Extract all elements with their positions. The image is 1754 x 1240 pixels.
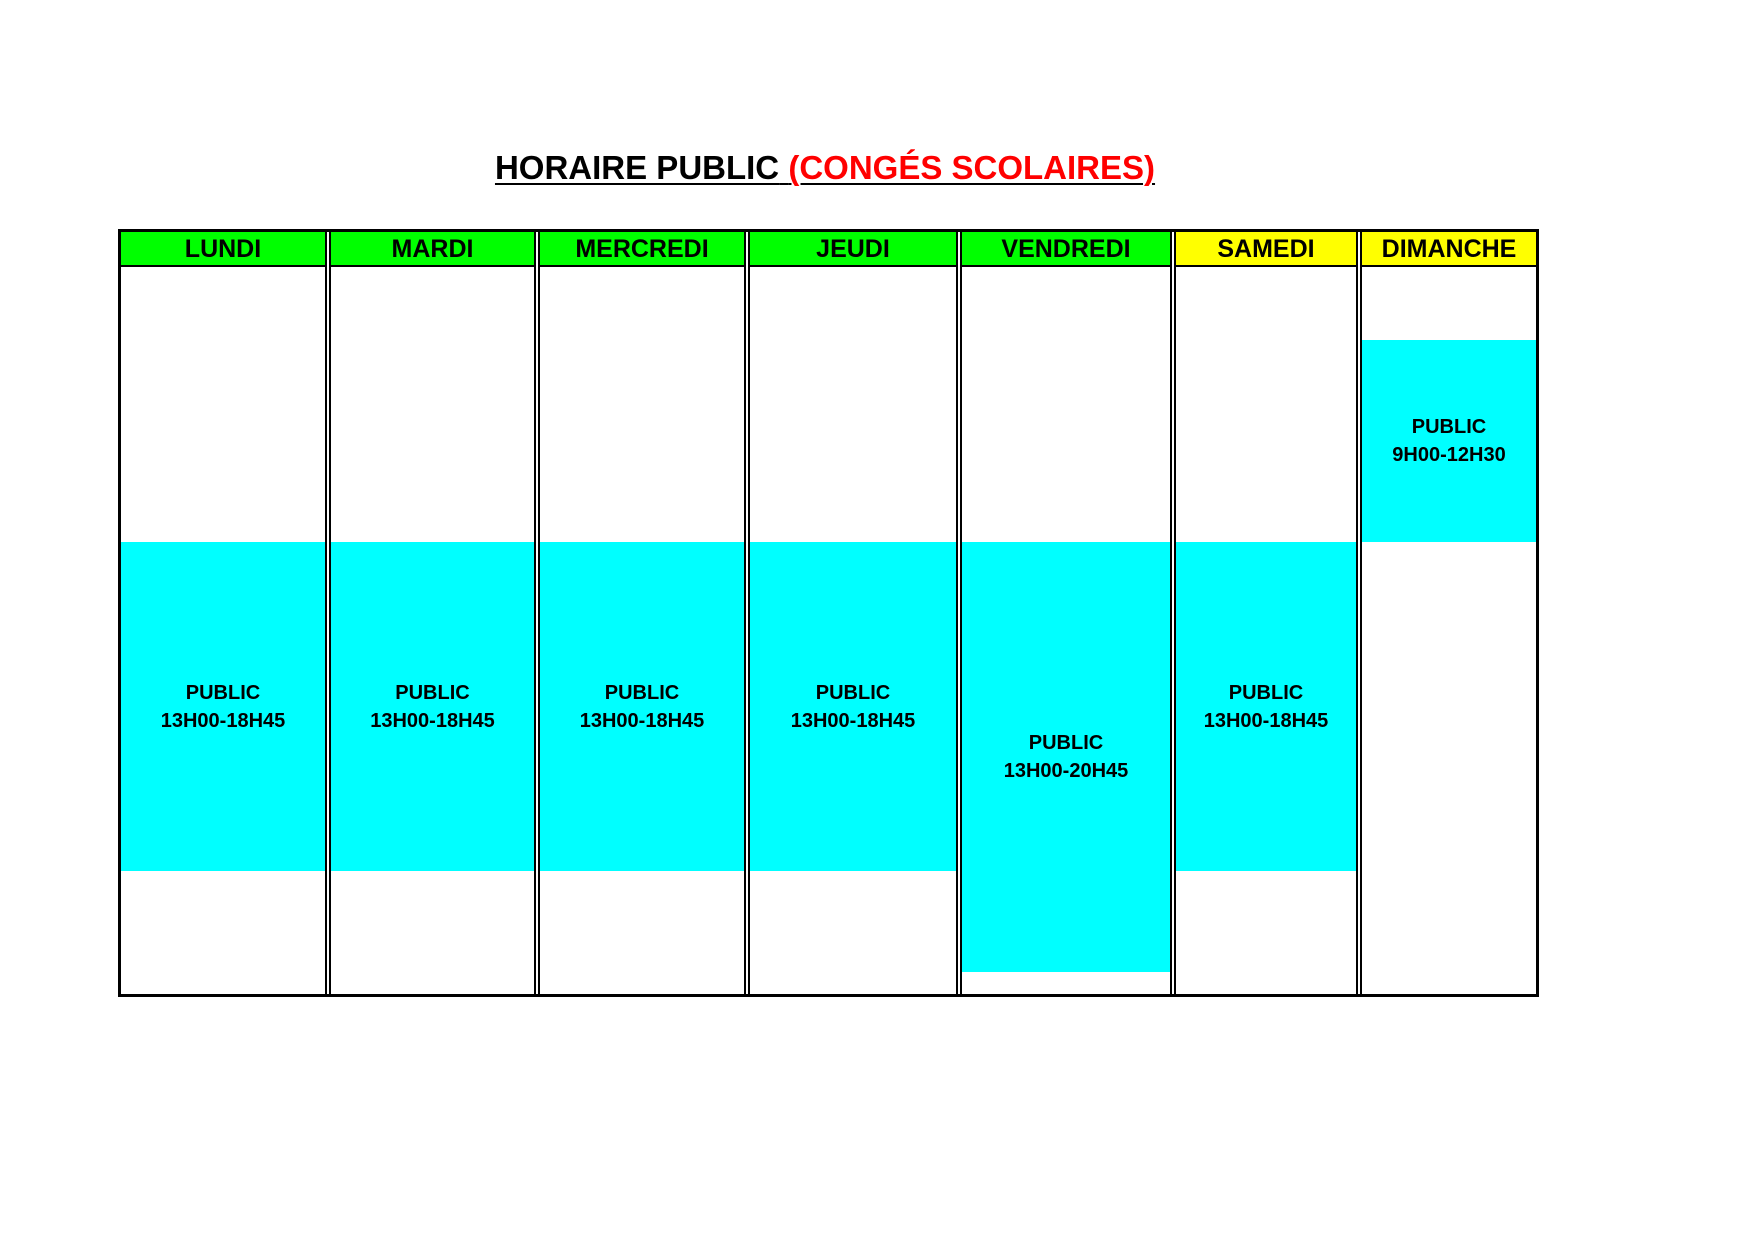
time-slot-lundi	[121, 542, 325, 871]
slot-hours: 13H00-18H45	[370, 709, 495, 732]
slot-hours: 13H00-18H45	[790, 709, 916, 732]
day-header-vendredi: VENDREDI	[962, 232, 1170, 267]
page-title	[0, 148, 1650, 188]
day-column-mercredi	[540, 232, 744, 994]
slot-hours: 9H00-12H30	[1392, 444, 1506, 466]
slot-label: PUBLIC	[1411, 416, 1487, 438]
title-subtitle: (CONGÉS SCOLAIRES)	[788, 149, 1156, 186]
slot-label: PUBLIC	[1028, 732, 1104, 754]
day-column-mardi	[331, 232, 534, 994]
day-header-lundi: LUNDI	[121, 232, 325, 267]
slot-hours: 13H00-18H45	[160, 709, 286, 732]
time-slot-mardi	[331, 542, 534, 871]
day-column-lundi	[121, 232, 325, 994]
slot-hours: 13H00-20H45	[1003, 760, 1129, 782]
slot-label: PUBLIC	[395, 681, 470, 704]
time-slot-mercredi	[540, 542, 744, 871]
time-slot-dimanche	[1362, 340, 1536, 542]
day-column-dimanche	[1362, 232, 1536, 994]
schedule-grid	[118, 229, 1539, 997]
time-slot-jeudi	[750, 542, 956, 871]
day-header-mardi: MARDI	[331, 232, 534, 267]
day-header-mercredi: MERCREDI	[540, 232, 744, 267]
day-header-jeudi: JEUDI	[750, 232, 956, 267]
slot-label: PUBLIC	[815, 681, 891, 704]
day-column-jeudi	[750, 232, 956, 994]
day-column-vendredi	[962, 232, 1170, 994]
slot-label: PUBLIC	[604, 681, 680, 704]
title-main: HORAIRE PUBLIC	[494, 149, 780, 186]
slot-hours: 13H00-18H45	[579, 709, 705, 732]
time-slot-vendredi	[962, 542, 1170, 972]
day-header-samedi: SAMEDI	[1176, 232, 1356, 267]
day-column-samedi	[1176, 232, 1356, 994]
day-header-dimanche: DIMANCHE	[1362, 232, 1536, 267]
time-slot-samedi	[1176, 542, 1356, 871]
slot-label: PUBLIC	[185, 681, 261, 704]
slot-hours: 13H00-18H45	[1203, 709, 1329, 732]
slot-label: PUBLIC	[1228, 681, 1304, 704]
